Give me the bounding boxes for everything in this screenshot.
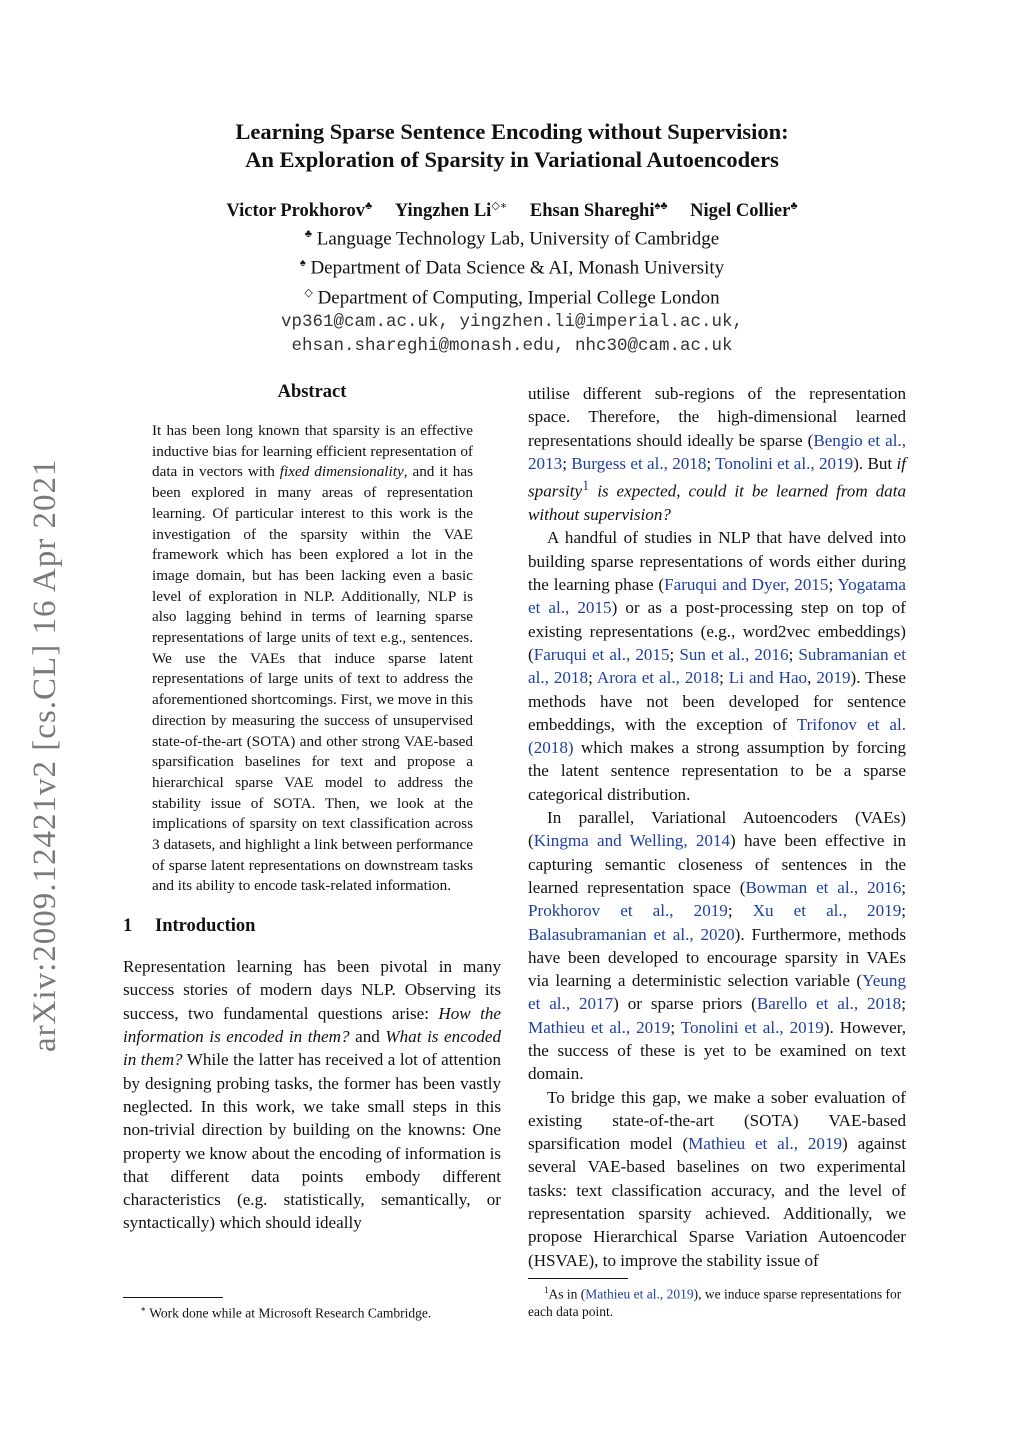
affiliation: ◇ Department of Computing, Imperial College London bbox=[304, 286, 720, 309]
author-list bbox=[112, 199, 912, 222]
citation-link[interactable]: Bengio et al., 2013 bbox=[528, 430, 906, 473]
author: Victor Prokhorov♣ bbox=[226, 200, 373, 222]
citation-link[interactable]: Trifonov et al. bbox=[796, 714, 906, 734]
citation-link[interactable]: Kingma and Welling, 2014 bbox=[533, 831, 731, 851]
citation-link[interactable]: Balasubramanian et al., 2020 bbox=[528, 924, 735, 944]
author: Ehsan Shareghi♠♣ bbox=[529, 200, 668, 222]
citation-link[interactable]: Faruqui et al., 2015 bbox=[533, 644, 670, 664]
citation-link[interactable]: Li and Hao bbox=[728, 668, 808, 688]
citation-link[interactable]: Burgess et al., 2018 bbox=[571, 453, 707, 473]
footnote-divider bbox=[123, 1297, 223, 1298]
citation-link[interactable]: (2018) bbox=[528, 738, 574, 758]
footnote: $^1$As in (Mathieu et al., 2019), we induce sparse representations for each data point. bbox=[528, 1285, 902, 1319]
body-paragraph: A handful of studies in NLP that have delved into building sparse representations of words either during the learning phase (Faruqui and Dyer, 2015; Yogatama et al., 2015) or as a post-processing step on top of existing representations (e.g., word2vec embeddings) (Faruqui et al., 2015; Sun et al., 2016; Subramanian et al., 2018; Arora et al., 2018; Li and Hao, 2019). These methods have not been developed for sentence embeddings, with the exception of Trifonov et al. (2018) which makes a strong assumption by forcing the latent sentence representation to be a sparse categorical distribution. bbox=[528, 528, 907, 804]
citation-link[interactable]: Mathieu et al., 2019 bbox=[528, 1017, 671, 1037]
right-column bbox=[528, 382, 906, 1272]
paper-title-line-2: An Exploration of Sparsity in Variational Autoencoders bbox=[245, 147, 779, 172]
footnote: ∗ Work done while at Microsoft Research Cambridge. bbox=[140, 1304, 432, 1321]
citation-link[interactable]: Mathieu et al., 2019 bbox=[585, 1286, 694, 1302]
email-line: vp361@cam.ac.uk, yingzhen.li@imperial.ac.uk, bbox=[280, 312, 744, 333]
body-paragraph: utilise different sub-regions of the representation space. Therefore, the high-dimensional learned representations should ideally be sparse (Bengio et al., 2013; Burgess et al., 2018; Tonolini et al., 2019). But if sparsity$^1$ is expected, could it be learned from data without supervision? bbox=[528, 384, 906, 525]
affiliation: ♠ Department of Data Science & AI, Monash University bbox=[299, 257, 725, 279]
citation-link[interactable]: Barello et al., 2018 bbox=[756, 994, 902, 1014]
citation-link[interactable]: Arora et al., 2018 bbox=[596, 668, 720, 688]
body-paragraph: In parallel, Variational Autoencoders (VAEs) (Kingma and Welling, 2014) have been effective in capturing semantic closeness of sentences in the learned representation space (Bowman et al., 2016; Prokhorov et al., 2019; Xu et al., 2019; Balasubramanian et al., 2020). Furthermore, methods have been developed to encourage sparsity in VAEs via learning a deterministic selection variable (Yeung et al., 2017) or sparse priors (Barello et al., 2018; Mathieu et al., 2019; Tonolini et al., 2019). However, the success of these is yet to be examined on text domain. bbox=[528, 808, 907, 1084]
citation-link[interactable]: Subramanian et al., 2018 bbox=[528, 644, 907, 688]
footnote-link[interactable]: 1 bbox=[582, 478, 590, 495]
intro-paragraph: Representation learning has been pivotal in many success stories of modern days NLP. Observing its success, two fundamental questions arise: How the information is encoded in them? and What is encoded in them? While the latter has received a lot of attention by designing probing tasks, the former has been vastly neglected. In this work, we take small steps in this non-trivial direction by building on the knowns: One property we know about the encoding of information is that different data points embody different characteristics (e.g. statistically, semantically, or syntactically) which should ideally bbox=[123, 957, 502, 1233]
citation-link[interactable]: Xu et al., 2019 bbox=[752, 901, 902, 921]
citation-link[interactable]: Yeung et al., 2017 bbox=[528, 971, 906, 1014]
citation-link[interactable]: Prokhorov et al., 2019 bbox=[528, 901, 728, 921]
citation-link[interactable]: Faruqui and Dyer, 2015 bbox=[664, 575, 829, 595]
abstract-heading: Abstract bbox=[277, 382, 347, 402]
left-column bbox=[123, 382, 501, 1235]
footnote-divider bbox=[528, 1278, 628, 1279]
citation-link[interactable]: 2019 bbox=[816, 668, 851, 688]
citation-link[interactable]: Tonolini et al., 2019 bbox=[715, 453, 854, 473]
abstract-body: It has been long known that sparsity is an effective inductive bias for learning efficient representation of data in vectors with fixed dimensionality, and it has been explored in many areas of representation learning. Of particular interest to this work is the investigation of the sparsity within the VAE framework which has been explored a lot in the image domain, but has been lacking even a basic level of exploration in NLP. Additionally, NLP is also lagging behind in terms of learning sparse representations of large units of text e.g., sentences. We use the VAEs that induce sparse latent representations of large units of text to address the aforementioned shortcomings. First, we move in this direction by measuring the success of unsupervised state-of-the-art (SOTA) and other strong VAE-based sparsification baselines for text and propose a hierarchical sparse VAE model to address the stability issue of SOTA. Then, we look at the implications of sparsity on text classification across 3 datasets, and highlight a link between performance of sparse latent representations on downstream tasks and its ability to encode task-related information. bbox=[152, 422, 473, 895]
body-paragraph: To bridge this gap, we make a sober evaluation of existing state-of-the-art (SOTA) VAE-based sparsification model (Mathieu et al., 2019) against several VAE-based baselines on two experimental tasks: text classification accuracy, and the level of representation sparsity achieved. Additionally, we propose Hierarchical Sparse Variation Autoencoder (HSVAE), to improve the stability issue of bbox=[528, 1087, 906, 1270]
citation-link[interactable]: Yogatama et al., 2015 bbox=[528, 575, 907, 618]
citation-link[interactable]: Tonolini et al., 2019 bbox=[680, 1017, 824, 1037]
citation-link[interactable]: Bowman et al., 2016 bbox=[745, 877, 902, 897]
author: Yingzhen Li◇∗ bbox=[394, 200, 508, 222]
paper-title-line-1: Learning Sparse Sentence Encoding without Supervision: bbox=[235, 119, 789, 144]
email-line: ehsan.shareghi@monash.edu, nhc30@cam.ac.uk bbox=[291, 336, 733, 357]
paper-header bbox=[112, 118, 912, 358]
author: Nigel Collier♣ bbox=[690, 200, 798, 222]
affiliation: ♣ Language Technology Lab, University of Cambridge bbox=[304, 228, 720, 250]
section-heading: 1 Introduction bbox=[123, 916, 256, 937]
citation-link[interactable]: Sun et al., 2016 bbox=[679, 644, 789, 664]
arxiv-identifier: arXiv:2009.12421v2 [cs.CL] 16 Apr 2021 bbox=[27, 458, 63, 1052]
citation-link[interactable]: Mathieu et al., 2019 bbox=[688, 1134, 843, 1154]
